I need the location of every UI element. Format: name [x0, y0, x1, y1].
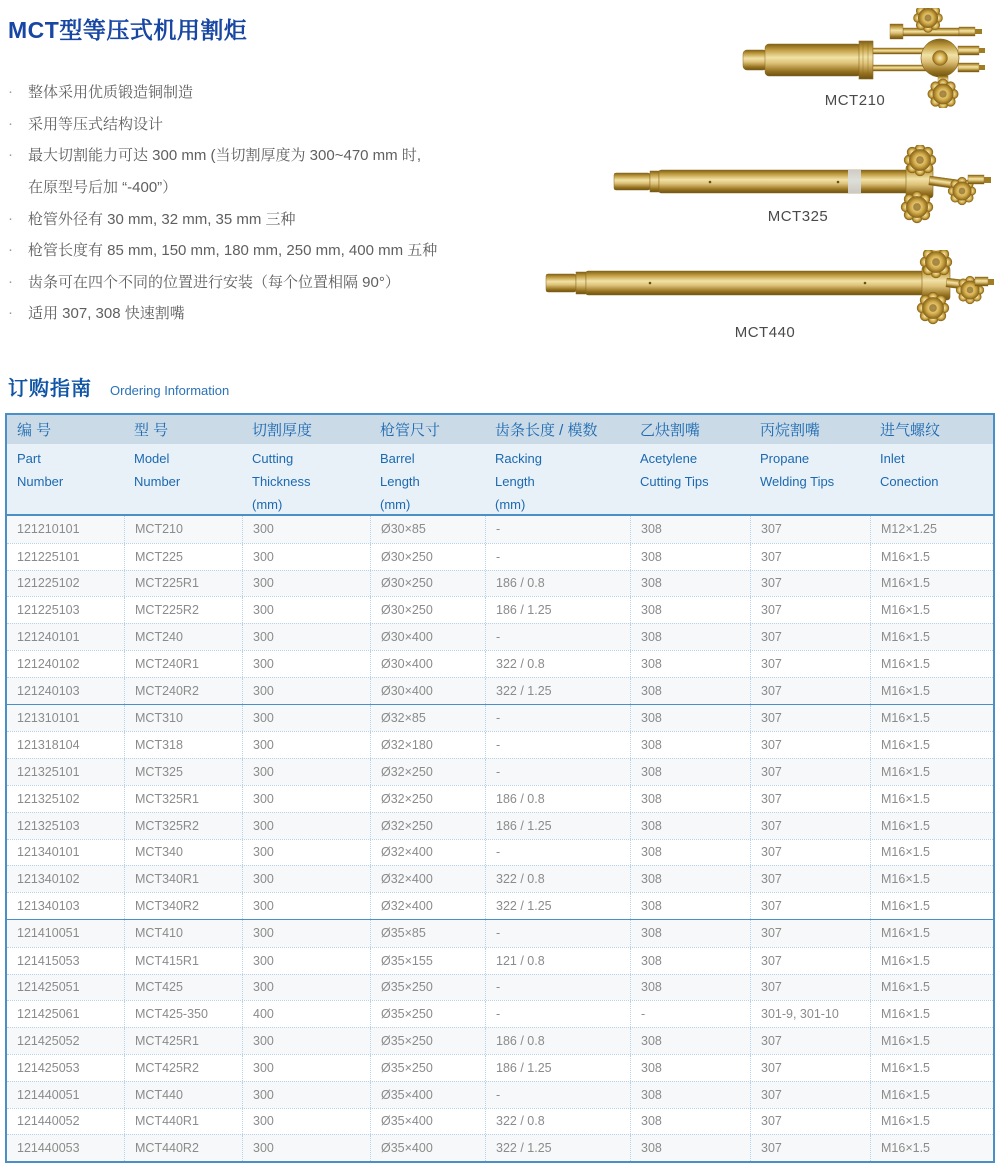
table-cell: MCT440R2	[124, 1135, 242, 1161]
table-row	[7, 785, 993, 812]
table-cell: M16×1.5	[870, 597, 993, 623]
table-cell: 307	[750, 516, 870, 543]
table-cell: 121425052	[17, 1034, 80, 1049]
table-cell: MCT325	[124, 759, 242, 785]
table-cell: 307	[750, 948, 870, 974]
table-cell: 121240101	[17, 630, 80, 645]
table-cell: M16×1.5	[870, 1001, 993, 1027]
table-cell: MCT310	[124, 705, 242, 732]
table-cell: 121325102	[17, 791, 80, 806]
table-row	[7, 543, 993, 570]
table-cell: 300	[242, 571, 370, 597]
table-cell: 307	[750, 544, 870, 570]
table-cell: 308	[630, 597, 750, 623]
feature-text: 枪管长度有 85 mm, 150 mm, 180 mm, 250 mm, 400 mm 五种	[28, 242, 438, 260]
torch-nose	[743, 50, 767, 70]
column-header: 乙炔割嘴	[640, 422, 701, 439]
table-cell: 322 / 1.25	[485, 893, 630, 919]
table-cell: Ø35×85	[370, 920, 485, 947]
table-cell: 121225101	[17, 549, 80, 564]
table-cell: 308	[630, 948, 750, 974]
table-cell: 308	[630, 1028, 750, 1054]
table-cell: 322 / 0.8	[485, 866, 630, 892]
table-group	[7, 704, 993, 919]
table-cell: 322 / 1.25	[485, 1135, 630, 1161]
feature-text: 枪管外径有 30 mm, 32 mm, 35 mm 三种	[28, 210, 296, 228]
table-cell: 307	[750, 624, 870, 650]
feature-list	[8, 76, 528, 329]
table-cell: Ø35×250	[370, 975, 485, 1001]
table-row	[7, 596, 993, 623]
table-body	[7, 516, 993, 1161]
table-cell: -	[485, 1001, 630, 1027]
table-row	[7, 1000, 993, 1027]
section-title-zh: 订购指南	[8, 378, 92, 400]
column-header-en: Racking Length (mm)	[495, 451, 542, 512]
table-cell: 308	[630, 866, 750, 892]
table-cell: 307	[750, 1055, 870, 1081]
table-cell: 307	[750, 920, 870, 947]
table-cell: -	[485, 840, 630, 866]
feature-line	[8, 139, 528, 171]
table-cell: -	[485, 975, 630, 1001]
table-cell: MCT318	[124, 732, 242, 758]
table-cell: 307	[750, 1028, 870, 1054]
table-cell: 308	[630, 759, 750, 785]
table-cell: M16×1.5	[870, 544, 993, 570]
table-cell: MCT340R2	[124, 893, 242, 919]
valve-knob-icon	[913, 8, 942, 33]
table-cell: 300	[242, 948, 370, 974]
table-row	[7, 892, 993, 919]
table-cell: 307	[750, 732, 870, 758]
table-cell: 308	[630, 1135, 750, 1161]
table-cell: M12×1.25	[870, 516, 993, 543]
table-cell: 307	[750, 813, 870, 839]
table-cell: 308	[630, 920, 750, 947]
table-cell: M16×1.5	[870, 866, 993, 892]
column-header-en: Propane Welding Tips	[760, 451, 835, 489]
table-header-en-row	[7, 444, 993, 516]
table-cell: 307	[750, 597, 870, 623]
table-cell: M16×1.5	[870, 948, 993, 974]
table-cell: 308	[630, 1055, 750, 1081]
torch-barrel	[586, 271, 924, 295]
table-cell: M16×1.5	[870, 1082, 993, 1108]
table-cell: 121425051	[17, 980, 80, 995]
table-cell: 322 / 0.8	[485, 651, 630, 677]
table-cell: 300	[242, 544, 370, 570]
table-cell: Ø35×400	[370, 1135, 485, 1161]
table-cell: MCT440R1	[124, 1109, 242, 1135]
table-cell: -	[485, 544, 630, 570]
table-cell: 121325103	[17, 818, 80, 833]
bullet-icon: ·	[8, 209, 13, 227]
table-cell: 308	[630, 813, 750, 839]
table-cell: MCT240	[124, 624, 242, 650]
table-cell: MCT425R2	[124, 1055, 242, 1081]
table-cell: 121318104	[17, 738, 80, 753]
table-row	[7, 1027, 993, 1054]
table-cell: 307	[750, 651, 870, 677]
table-cell: MCT225R1	[124, 571, 242, 597]
table-cell: 307	[750, 1082, 870, 1108]
feature-text: 在原型号后加 “-400”）	[28, 179, 178, 197]
table-cell: MCT240R2	[124, 678, 242, 704]
column-header-en: Part Number	[17, 451, 64, 489]
table-row	[7, 1134, 993, 1161]
table-cell: MCT240R1	[124, 651, 242, 677]
table-cell: Ø32×85	[370, 705, 485, 732]
table-row	[7, 812, 993, 839]
valve-knob-icon	[901, 191, 933, 223]
table-cell: M16×1.5	[870, 1055, 993, 1081]
table-cell: M16×1.5	[870, 1135, 993, 1161]
table-cell: M16×1.5	[870, 624, 993, 650]
table-cell: M16×1.5	[870, 759, 993, 785]
table-row	[7, 516, 993, 543]
table-cell: M16×1.5	[870, 1109, 993, 1135]
table-cell: 308	[630, 705, 750, 732]
torch-illustration-icon	[520, 250, 995, 325]
table-cell: Ø35×400	[370, 1109, 485, 1135]
feature-text: 采用等压式结构设计	[28, 115, 164, 133]
table-cell: 121440052	[17, 1114, 80, 1129]
table-cell: 300	[242, 840, 370, 866]
table-cell: 186 / 0.8	[485, 571, 630, 597]
table-cell: Ø32×180	[370, 732, 485, 758]
table-cell: M16×1.5	[870, 1028, 993, 1054]
table-cell: 308	[630, 732, 750, 758]
column-header: 编 号	[17, 422, 52, 439]
feature-line	[8, 266, 528, 298]
column-header: 进气螺纹	[880, 422, 941, 439]
feature-line	[8, 202, 528, 234]
table-cell: M16×1.5	[870, 705, 993, 732]
table-cell: -	[485, 1082, 630, 1108]
table-cell: Ø35×250	[370, 1055, 485, 1081]
table-cell: 300	[242, 678, 370, 704]
table-cell: MCT425	[124, 975, 242, 1001]
table-group	[7, 919, 993, 1161]
table-cell: MCT325R1	[124, 786, 242, 812]
table-cell: 308	[630, 1109, 750, 1135]
bullet-icon: ·	[8, 146, 13, 164]
table-cell: Ø32×250	[370, 813, 485, 839]
table-cell: MCT225R2	[124, 597, 242, 623]
table-cell: Ø32×400	[370, 893, 485, 919]
table-cell: 300	[242, 975, 370, 1001]
feature-text: 齿条可在四个不同的位置进行安装（每个位置相隔 90°）	[28, 273, 400, 291]
table-row	[7, 920, 993, 947]
table-cell: 186 / 1.25	[485, 813, 630, 839]
valve-knob-icon	[917, 292, 949, 324]
table-row	[7, 1081, 993, 1108]
table-cell: 186 / 1.25	[485, 597, 630, 623]
table-cell: 300	[242, 597, 370, 623]
table-row	[7, 758, 993, 785]
table-cell: 121210101	[17, 522, 80, 537]
table-cell: MCT410	[124, 920, 242, 947]
table-row	[7, 865, 993, 892]
table-cell: 322 / 1.25	[485, 678, 630, 704]
table-cell: MCT210	[124, 516, 242, 543]
product-label-mct210: MCT210	[824, 92, 886, 109]
table-row	[7, 705, 993, 732]
table-cell: -	[485, 516, 630, 543]
table-cell: 300	[242, 732, 370, 758]
table-row	[7, 1054, 993, 1081]
table-cell: M16×1.5	[870, 840, 993, 866]
table-cell: 121340103	[17, 899, 80, 914]
table-row	[7, 974, 993, 1001]
table-cell: 307	[750, 840, 870, 866]
column-header: 丙烷割嘴	[760, 422, 821, 439]
table-cell: 300	[242, 866, 370, 892]
bullet-icon: ·	[8, 83, 13, 101]
table-cell: -	[485, 759, 630, 785]
table-cell: 308	[630, 571, 750, 597]
table-header-zh-row	[7, 415, 993, 444]
column-header: 切割厚度	[252, 422, 313, 439]
table-cell: 300	[242, 813, 370, 839]
table-cell: Ø35×250	[370, 1028, 485, 1054]
table-cell: 307	[750, 571, 870, 597]
table-cell: 300	[242, 624, 370, 650]
table-cell: Ø30×250	[370, 597, 485, 623]
feature-line	[8, 108, 528, 140]
table-cell: 307	[750, 705, 870, 732]
table-cell: M16×1.5	[870, 786, 993, 812]
feature-text: 适用 307, 308 快速割嘴	[28, 305, 185, 323]
bullet-icon: ·	[8, 114, 13, 132]
table-cell: Ø35×250	[370, 1001, 485, 1027]
table-cell: 186 / 0.8	[485, 786, 630, 812]
table-cell: 308	[630, 516, 750, 543]
table-cell: Ø30×400	[370, 678, 485, 704]
table-cell: -	[630, 1001, 750, 1027]
table-cell: MCT425-350	[124, 1001, 242, 1027]
table-cell: 307	[750, 1135, 870, 1161]
table-cell: 308	[630, 678, 750, 704]
table-cell: 121 / 0.8	[485, 948, 630, 974]
table-cell: 308	[630, 786, 750, 812]
table-cell: 300	[242, 893, 370, 919]
table-cell: 307	[750, 893, 870, 919]
torch-body	[765, 44, 861, 76]
table-cell: 308	[630, 651, 750, 677]
table-cell: 300	[242, 1055, 370, 1081]
table-cell: 308	[630, 975, 750, 1001]
feature-line	[8, 234, 528, 266]
table-cell: 308	[630, 624, 750, 650]
ordering-table	[5, 413, 995, 1163]
table-cell: 121325101	[17, 765, 80, 780]
table-row	[7, 677, 993, 704]
table-cell: 300	[242, 759, 370, 785]
table-cell: 307	[750, 1109, 870, 1135]
table-cell: 121425053	[17, 1060, 80, 1075]
table-cell: M16×1.5	[870, 571, 993, 597]
table-cell: 121310101	[17, 710, 80, 725]
table-cell: -	[485, 920, 630, 947]
table-row	[7, 1108, 993, 1135]
table-cell: MCT225	[124, 544, 242, 570]
table-row	[7, 839, 993, 866]
table-cell: 186 / 1.25	[485, 1055, 630, 1081]
table-cell: -	[485, 624, 630, 650]
table-cell: 300	[242, 920, 370, 947]
table-cell: Ø35×155	[370, 948, 485, 974]
table-group	[7, 516, 993, 704]
feature-text: 整体采用优质锻造铜制造	[28, 84, 194, 102]
table-cell: MCT325R2	[124, 813, 242, 839]
table-cell: 307	[750, 678, 870, 704]
product-image-mct440	[520, 250, 995, 325]
torch-coupler	[859, 41, 873, 79]
table-cell: MCT340R1	[124, 866, 242, 892]
table-cell: M16×1.5	[870, 893, 993, 919]
column-header-en: Acetylene Cutting Tips	[640, 451, 709, 489]
table-cell: 121225103	[17, 603, 80, 618]
table-cell: 121410051	[17, 926, 80, 941]
table-cell: 300	[242, 1028, 370, 1054]
table-row	[7, 623, 993, 650]
column-header-en: Inlet Conection	[880, 451, 939, 489]
table-cell: -	[485, 732, 630, 758]
table-cell: M16×1.5	[870, 920, 993, 947]
table-cell: Ø32×250	[370, 759, 485, 785]
table-cell: 308	[630, 1082, 750, 1108]
column-header-en: Model Number	[134, 451, 181, 489]
table-cell: 121340102	[17, 872, 80, 887]
table-cell: Ø30×85	[370, 516, 485, 543]
valve-knob-icon	[920, 250, 952, 278]
table-cell: M16×1.5	[870, 813, 993, 839]
table-cell: 301-9, 301-10	[750, 1001, 870, 1027]
table-row	[7, 947, 993, 974]
torch-barrel	[659, 170, 911, 193]
column-header: 型 号	[134, 422, 169, 439]
table-cell: 300	[242, 786, 370, 812]
table-cell: M16×1.5	[870, 732, 993, 758]
product-label-mct325: MCT325	[767, 208, 829, 225]
column-header-en: Barrel Length (mm)	[380, 451, 420, 512]
table-cell: 322 / 0.8	[485, 1109, 630, 1135]
table-cell: 307	[750, 786, 870, 812]
bullet-icon: ·	[8, 241, 13, 259]
table-cell: MCT340	[124, 840, 242, 866]
table-cell: 121440051	[17, 1087, 80, 1102]
table-cell: -	[485, 705, 630, 732]
table-row	[7, 731, 993, 758]
bullet-icon: ·	[8, 272, 13, 290]
table-cell: MCT415R1	[124, 948, 242, 974]
column-header: 齿条长度 / 模数	[495, 422, 598, 439]
valve-knob-icon	[904, 145, 936, 176]
table-cell: 186 / 0.8	[485, 1028, 630, 1054]
bullet-icon: ·	[8, 304, 13, 322]
section-header	[8, 372, 229, 401]
table-cell: 121240102	[17, 656, 80, 671]
table-cell: 121425061	[17, 1007, 80, 1022]
torch-nose	[546, 274, 576, 292]
table-cell: MCT425R1	[124, 1028, 242, 1054]
table-cell: M16×1.5	[870, 975, 993, 1001]
table-cell: 121440053	[17, 1141, 80, 1156]
table-cell: 300	[242, 1135, 370, 1161]
table-row	[7, 570, 993, 597]
feature-line	[8, 297, 528, 329]
table-cell: 121340101	[17, 845, 80, 860]
table-cell: 300	[242, 1109, 370, 1135]
table-cell: 300	[242, 1082, 370, 1108]
table-cell: 300	[242, 705, 370, 732]
table-cell: Ø32×400	[370, 840, 485, 866]
column-header: 枪管尺寸	[380, 422, 441, 439]
section-title-en: Ordering Information	[110, 383, 230, 398]
feature-line	[8, 171, 528, 203]
table-cell: 308	[630, 893, 750, 919]
table-cell: 300	[242, 516, 370, 543]
table-cell: Ø32×250	[370, 786, 485, 812]
table-cell: M16×1.5	[870, 651, 993, 677]
product-label-mct440: MCT440	[734, 324, 796, 341]
page-title: MCT型等压式机用割炬	[8, 17, 248, 43]
table-cell: MCT440	[124, 1082, 242, 1108]
feature-text: 最大切割能力可达 300 mm (当切割厚度为 300~470 mm 时,	[28, 147, 421, 165]
table-cell: Ø30×250	[370, 571, 485, 597]
table-cell: 121225102	[17, 576, 80, 591]
table-cell: Ø35×400	[370, 1082, 485, 1108]
feature-line	[8, 76, 528, 108]
table-cell: 121415053	[17, 953, 80, 968]
table-cell: 307	[750, 759, 870, 785]
table-cell: 308	[630, 544, 750, 570]
table-cell: Ø30×250	[370, 544, 485, 570]
table-cell: 121240103	[17, 683, 80, 698]
table-cell: 307	[750, 866, 870, 892]
table-cell: M16×1.5	[870, 678, 993, 704]
table-cell: 307	[750, 975, 870, 1001]
table-cell: 308	[630, 840, 750, 866]
table-cell: 300	[242, 651, 370, 677]
column-header-en: Cutting Thickness (mm)	[252, 451, 311, 512]
table-cell: 400	[242, 1001, 370, 1027]
table-cell: Ø30×400	[370, 624, 485, 650]
table-row	[7, 650, 993, 677]
torch-nose	[614, 173, 650, 190]
table-cell: Ø30×400	[370, 651, 485, 677]
valve-knob-icon	[928, 79, 958, 108]
table-cell: Ø32×400	[370, 866, 485, 892]
